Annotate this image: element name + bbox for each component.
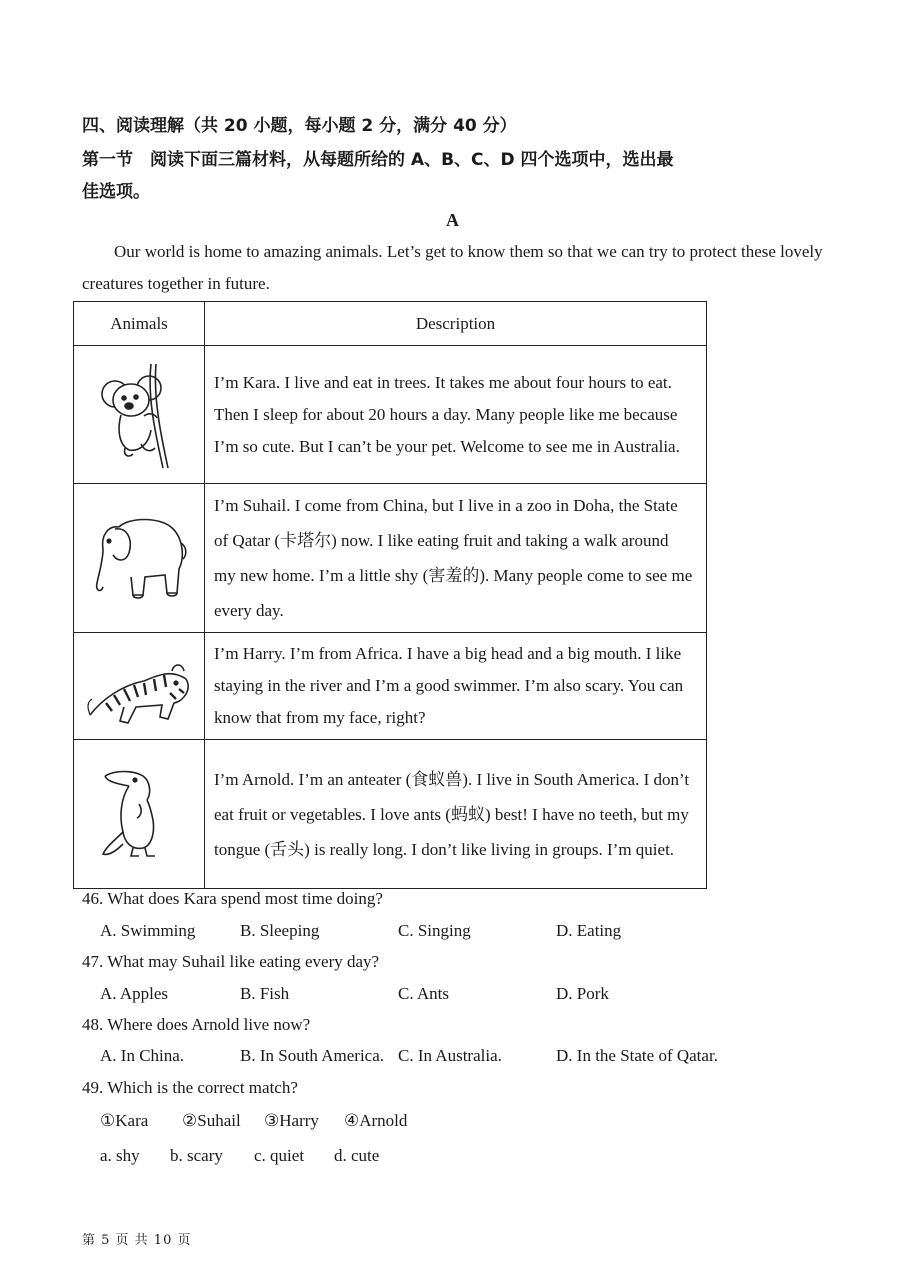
option-b: B. In South America.: [240, 1046, 385, 1065]
koala-icon: [99, 360, 179, 470]
animal-image-cell: [74, 346, 205, 484]
option-d: D. Eating: [556, 921, 622, 940]
passage-letter: A: [446, 210, 459, 230]
match-item-suhail: ②Suhail: [182, 1111, 241, 1130]
page-footer: 第 5 页 共 10 页: [82, 1233, 192, 1248]
animal-description: I’m Kara. I live and eat in trees. It takes me about four hours to eat. Then I sleep for about 20 hours a day. Many people like me because I’m so cute. But I can’t be your pet. Welcome to see me in Australia.: [205, 346, 707, 484]
option-c: C. In Australia.: [398, 1046, 502, 1065]
passage-intro: Our world is home to amazing animals. Let’s get to know them so that we can try to protect these lovely creatures together in future.: [82, 242, 823, 293]
question-49: 49. Which is the correct match?: [82, 1078, 298, 1097]
animal-description: I’m Arnold. I’m an anteater (食蚁兽). I live in South America. I don’t eat fruit or vegetables. I love ants (蚂蚁) best! I have no teeth, but my tongue (舌头) is really long. I don’t like living in groups. I’m quiet.: [205, 740, 707, 889]
match-option-a: a. shy: [100, 1146, 140, 1165]
option-b: B. Fish: [240, 984, 290, 1003]
option-a: A. Swimming: [100, 921, 196, 940]
animal-image-cell: [74, 484, 205, 633]
option-d: D. In the State of Qatar.: [556, 1046, 718, 1065]
animal-description: I’m Harry. I’m from Africa. I have a big head and a big mouth. I like staying in the river and I’m a good swimmer. I’m also scary. You can know that from my face, right?: [205, 633, 707, 740]
animal-image-cell: [74, 740, 205, 889]
anteater-icon: [99, 764, 179, 864]
column-header-description: Description: [205, 302, 707, 346]
match-option-c: c. quiet: [254, 1146, 305, 1165]
option-a: A. In China.: [100, 1046, 185, 1065]
animal-table: [73, 301, 707, 889]
animal-image-cell: [74, 633, 205, 740]
table-row: [74, 740, 707, 889]
question-47: 47. What may Suhail like eating every day?: [82, 952, 380, 971]
match-option-d: d. cute: [334, 1146, 380, 1165]
part-instruction-continued: 佳选项。: [82, 182, 150, 202]
question-48: 48. Where does Arnold live now?: [82, 1015, 311, 1034]
animal-description: I’m Suhail. I come from China, but I live in a zoo in Doha, the State of Qatar (卡塔尔) now. I like eating fruit and taking a walk around my new home. I’m a little shy (害羞的). Many people come to see me every day.: [205, 484, 707, 633]
match-item-arnold: ④Arnold: [344, 1111, 408, 1130]
table-header-row: [74, 302, 707, 346]
match-item-harry: ③Harry: [264, 1111, 319, 1130]
table-row: [74, 346, 707, 484]
column-header-animals: Animals: [74, 302, 205, 346]
tiger-icon: [84, 645, 194, 727]
table-row: [74, 633, 707, 740]
table-row: [74, 484, 707, 633]
section-heading: 四、阅读理解（共 20 小题，每小题 2 分，满分 40 分）: [82, 116, 517, 136]
match-option-b: b. scary: [170, 1146, 223, 1165]
option-a: A. Apples: [100, 984, 168, 1003]
match-item-kara: ①Kara: [100, 1111, 149, 1130]
option-c: C. Singing: [398, 921, 471, 940]
option-b: B. Sleeping: [240, 921, 320, 940]
elephant-icon: [89, 513, 189, 603]
option-c: C. Ants: [398, 984, 450, 1003]
part-instruction: 第一节 阅读下面三篇材料，从每题所给的 A、B、C、D 四个选项中，选出最: [82, 150, 674, 170]
option-d: D. Pork: [556, 984, 609, 1003]
question-46: 46. What does Kara spend most time doing?: [82, 889, 383, 908]
